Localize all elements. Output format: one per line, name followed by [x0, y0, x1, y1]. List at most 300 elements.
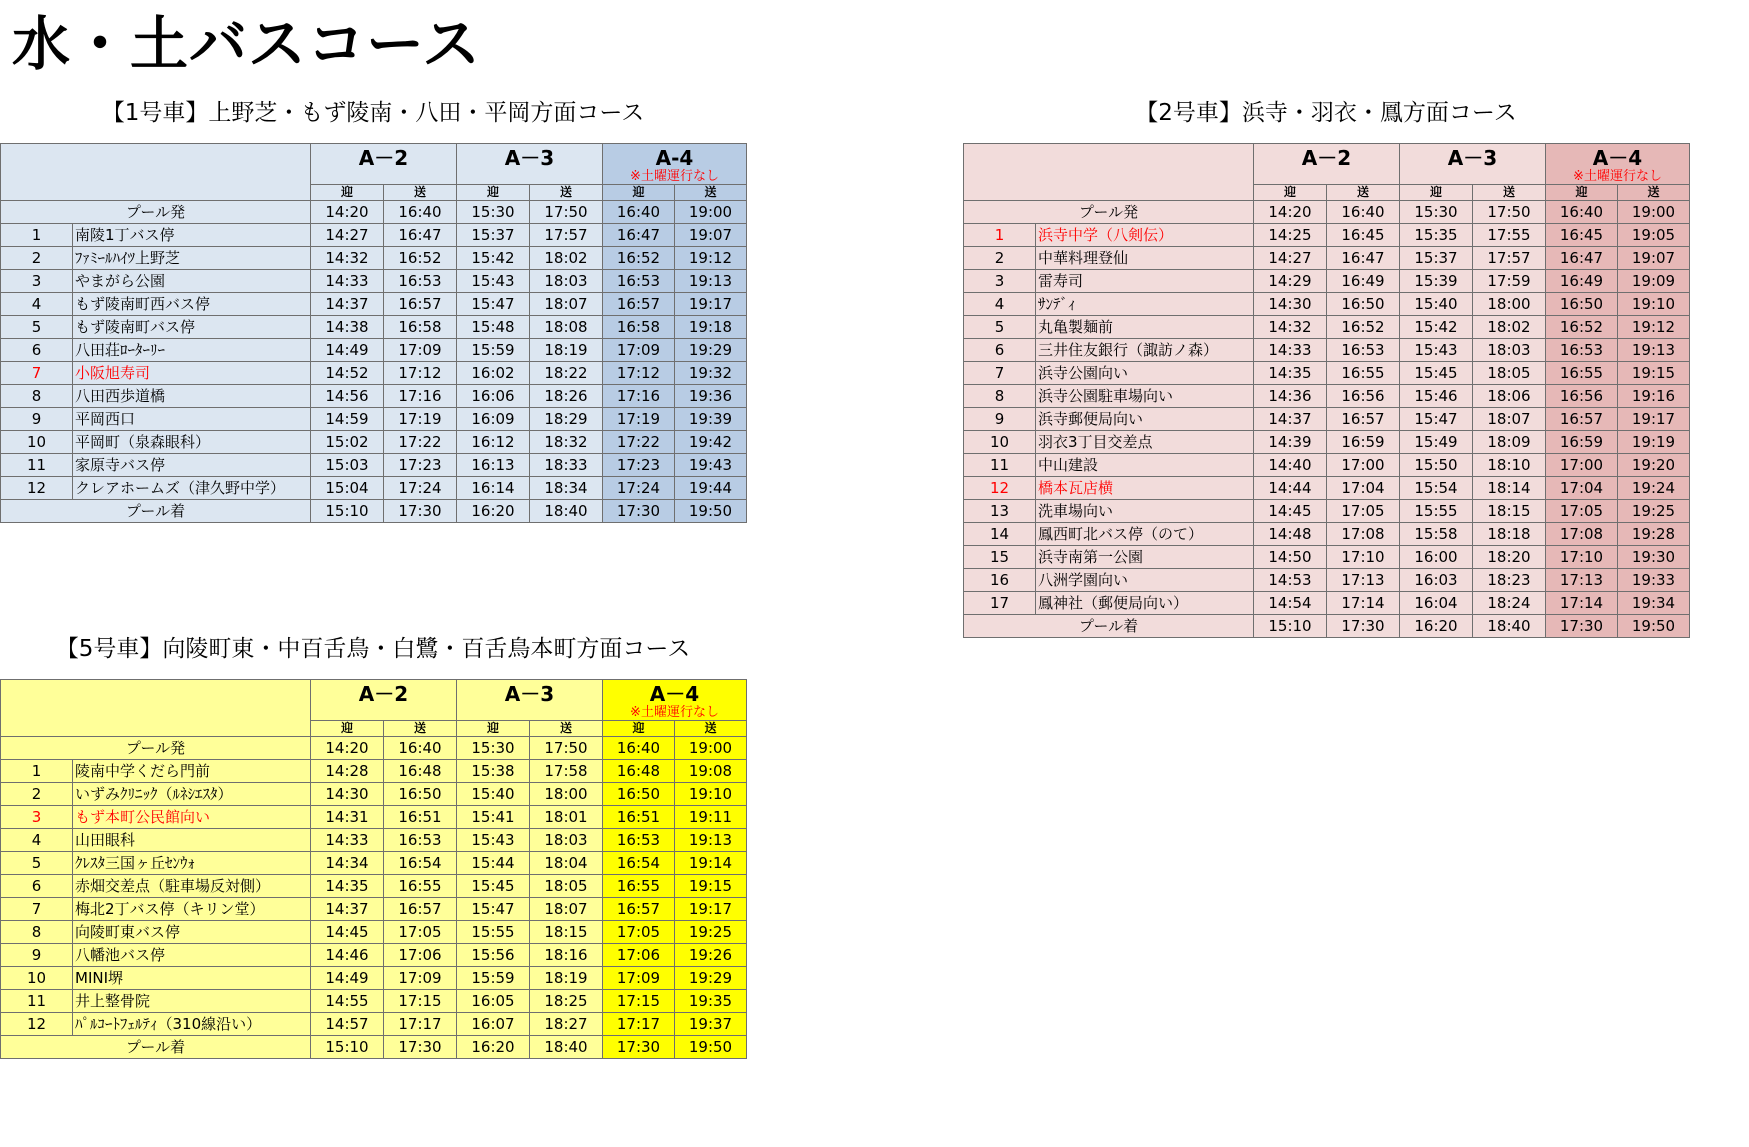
a3-dropoff-time: 18:19 — [530, 339, 603, 362]
stop-row — [964, 270, 1690, 293]
stop-number: 8 — [1, 921, 73, 944]
a3-dropoff-time: 18:02 — [530, 247, 603, 270]
a4-dropoff-time: 19:33 — [1618, 569, 1690, 592]
stop-name: 洗車場向い — [1036, 500, 1254, 523]
a4-dropoff-time: 19:13 — [675, 270, 747, 293]
a2-pickup-time: 14:37 — [311, 898, 384, 921]
stop-number: 10 — [964, 431, 1036, 454]
a4-pickup-time: 17:24 — [603, 477, 675, 500]
stop-name: 平岡町（泉森眼科） — [73, 431, 311, 454]
header-blank — [1, 680, 311, 737]
a2-pickup-time: 14:35 — [311, 875, 384, 898]
a3-pickup-time: 16:04 — [1400, 592, 1473, 615]
header-a3: A－3 — [1400, 144, 1546, 185]
pool-departure-row — [1, 737, 747, 760]
a2-pickup-time: 14:44 — [1254, 477, 1327, 500]
a2-pickup-time: 14:32 — [311, 247, 384, 270]
a4-dropoff-time: 19:19 — [1618, 431, 1690, 454]
stop-row — [964, 431, 1690, 454]
subheader-pickup: 迎 — [1546, 185, 1618, 201]
stop-number: 1 — [964, 224, 1036, 247]
a4-dropoff-time: 19:09 — [1618, 270, 1690, 293]
timetable-bus2 — [963, 143, 1690, 638]
a2-dropoff-time: 17:15 — [384, 990, 457, 1013]
a4-pickup-time: 16:55 — [603, 875, 675, 898]
a4-dropoff-time: 19:05 — [1618, 224, 1690, 247]
a2-pickup-time: 14:36 — [1254, 385, 1327, 408]
stop-row — [1, 921, 747, 944]
pool-arrival-row — [964, 615, 1690, 638]
a2-dropoff-time: 16:54 — [384, 852, 457, 875]
stop-number: 9 — [1, 408, 73, 431]
a2-dropoff-time: 17:24 — [384, 477, 457, 500]
stop-name: 中華料理登仙 — [1036, 247, 1254, 270]
subheader-pickup: 迎 — [311, 185, 384, 201]
a4-dropoff-time: 19:07 — [675, 224, 747, 247]
a3-pickup-time: 15:38 — [457, 760, 530, 783]
header-a4: A－4 ※土曜運行なし — [603, 680, 747, 721]
subheader-pickup: 迎 — [457, 721, 530, 737]
a2-dropoff-time: 16:40 — [384, 737, 457, 760]
stop-name: もず陵南町バス停 — [73, 316, 311, 339]
stop-name: やまがら公園 — [73, 270, 311, 293]
a2-dropoff-time: 17:13 — [1327, 569, 1400, 592]
header-a4: A－4 ※土曜運行なし — [1546, 144, 1690, 185]
a3-pickup-time: 15:30 — [457, 201, 530, 224]
stop-number: 3 — [1, 806, 73, 829]
stop-name: 八洲学園向い — [1036, 569, 1254, 592]
a3-pickup-time: 15:45 — [1400, 362, 1473, 385]
a4-dropoff-time: 19:28 — [1618, 523, 1690, 546]
a4-pickup-time: 16:45 — [1546, 224, 1618, 247]
a4-dropoff-time: 19:42 — [675, 431, 747, 454]
a3-dropoff-time: 18:08 — [530, 316, 603, 339]
stop-name: 小阪旭寿司 — [73, 362, 311, 385]
a3-dropoff-time: 18:02 — [1473, 316, 1546, 339]
a2-dropoff-time: 16:59 — [1327, 431, 1400, 454]
course-bus5 — [0, 632, 746, 1116]
a3-dropoff-time: 18:07 — [530, 293, 603, 316]
stop-row — [1, 1013, 747, 1036]
a2-pickup-time: 15:10 — [1254, 615, 1327, 638]
stop-name: 橋本瓦店横 — [1036, 477, 1254, 500]
a4-pickup-time: 17:05 — [603, 921, 675, 944]
a4-dropoff-time: 19:00 — [675, 201, 747, 224]
stop-row — [964, 224, 1690, 247]
a4-pickup-time: 16:57 — [603, 293, 675, 316]
a3-pickup-time: 15:56 — [457, 944, 530, 967]
a3-dropoff-time: 18:07 — [530, 898, 603, 921]
a2-pickup-time: 14:33 — [311, 829, 384, 852]
page-title: 水・土バスコース — [12, 10, 482, 78]
stop-row — [1, 316, 747, 339]
stop-row — [964, 546, 1690, 569]
stop-row — [1, 967, 747, 990]
stop-name: 井上整骨院 — [73, 990, 311, 1013]
a2-dropoff-time: 16:47 — [1327, 247, 1400, 270]
header-a2: A－2 — [311, 680, 457, 721]
a4-pickup-time: 17:30 — [603, 500, 675, 523]
a2-dropoff-time: 16:51 — [384, 806, 457, 829]
a3-pickup-time: 16:00 — [1400, 546, 1473, 569]
subheader-dropoff: 送 — [1327, 185, 1400, 201]
a4-dropoff-time: 19:13 — [675, 829, 747, 852]
a3-pickup-time: 15:43 — [457, 829, 530, 852]
a2-dropoff-time: 17:17 — [384, 1013, 457, 1036]
a3-dropoff-time: 18:15 — [1473, 500, 1546, 523]
stop-number: 16 — [964, 569, 1036, 592]
stop-name: 家原寺バス停 — [73, 454, 311, 477]
a3-pickup-time: 15:49 — [1400, 431, 1473, 454]
pool-departure-row — [964, 201, 1690, 224]
a3-pickup-time: 15:39 — [1400, 270, 1473, 293]
a3-dropoff-time: 18:14 — [1473, 477, 1546, 500]
a2-dropoff-time: 16:55 — [384, 875, 457, 898]
a3-dropoff-time: 18:29 — [530, 408, 603, 431]
a3-dropoff-time: 18:18 — [1473, 523, 1546, 546]
stop-name: 南陵1丁バス停 — [73, 224, 311, 247]
stop-row — [1, 875, 747, 898]
stop-number: 9 — [1, 944, 73, 967]
a2-dropoff-time: 17:30 — [384, 1036, 457, 1059]
stop-name: いずみｸﾘﾆｯｸ（ﾙﾈｼｴｽﾀ） — [73, 783, 311, 806]
stop-name: 浜寺郵便局向い — [1036, 408, 1254, 431]
saturday-note: ※土曜運行なし — [630, 169, 719, 184]
a2-pickup-time: 14:40 — [1254, 454, 1327, 477]
a2-pickup-time: 15:03 — [311, 454, 384, 477]
a4-dropoff-time: 19:18 — [675, 316, 747, 339]
a4-dropoff-time: 19:12 — [1618, 316, 1690, 339]
a4-dropoff-time: 19:20 — [1618, 454, 1690, 477]
a3-dropoff-time: 18:20 — [1473, 546, 1546, 569]
subheader-dropoff: 送 — [675, 185, 747, 201]
stop-number: 7 — [964, 362, 1036, 385]
stop-row — [1, 829, 747, 852]
a2-dropoff-time: 17:22 — [384, 431, 457, 454]
timetable-bus5 — [0, 679, 747, 1059]
a2-dropoff-time: 17:09 — [384, 339, 457, 362]
stop-row — [1, 990, 747, 1013]
subheader-pickup: 迎 — [311, 721, 384, 737]
a4-pickup-time: 16:49 — [1546, 270, 1618, 293]
stop-row — [964, 316, 1690, 339]
a4-pickup-time: 16:52 — [603, 247, 675, 270]
a4-dropoff-time: 19:15 — [675, 875, 747, 898]
stop-number: 11 — [1, 990, 73, 1013]
a3-pickup-time: 15:40 — [457, 783, 530, 806]
saturday-note: ※土曜運行なし — [1573, 169, 1662, 184]
a2-pickup-time: 14:25 — [1254, 224, 1327, 247]
a4-dropoff-time: 19:24 — [1618, 477, 1690, 500]
a2-pickup-time: 14:29 — [1254, 270, 1327, 293]
a4-pickup-time: 17:00 — [1546, 454, 1618, 477]
stop-row — [964, 569, 1690, 592]
stop-row — [1, 852, 747, 875]
a3-dropoff-time: 17:50 — [530, 201, 603, 224]
a2-pickup-time: 14:50 — [1254, 546, 1327, 569]
a4-pickup-time: 17:30 — [1546, 615, 1618, 638]
a4-pickup-time: 16:53 — [603, 829, 675, 852]
a3-dropoff-time: 18:05 — [530, 875, 603, 898]
a2-dropoff-time: 17:09 — [384, 967, 457, 990]
a3-dropoff-time: 18:24 — [1473, 592, 1546, 615]
a3-dropoff-time: 17:50 — [1473, 201, 1546, 224]
a4-dropoff-time: 19:50 — [675, 500, 747, 523]
a2-pickup-time: 14:33 — [1254, 339, 1327, 362]
a2-dropoff-time: 16:57 — [384, 293, 457, 316]
a4-pickup-time: 17:13 — [1546, 569, 1618, 592]
subheader-dropoff: 送 — [1618, 185, 1690, 201]
a4-dropoff-time: 19:15 — [1618, 362, 1690, 385]
a4-dropoff-time: 19:35 — [675, 990, 747, 1013]
a3-dropoff-time: 18:00 — [530, 783, 603, 806]
a4-dropoff-time: 19:37 — [675, 1013, 747, 1036]
a2-dropoff-time: 17:30 — [1327, 615, 1400, 638]
a4-dropoff-time: 19:00 — [675, 737, 747, 760]
a4-dropoff-time: 19:16 — [1618, 385, 1690, 408]
a2-dropoff-time: 17:04 — [1327, 477, 1400, 500]
stop-row — [1, 944, 747, 967]
subheader-pickup: 迎 — [457, 185, 530, 201]
a4-pickup-time: 17:12 — [603, 362, 675, 385]
a2-dropoff-time: 16:40 — [1327, 201, 1400, 224]
a4-dropoff-time: 19:10 — [1618, 293, 1690, 316]
a4-dropoff-time: 19:14 — [675, 852, 747, 875]
stop-number: 14 — [964, 523, 1036, 546]
subheader-dropoff: 送 — [530, 721, 603, 737]
stop-name: 平岡西口 — [73, 408, 311, 431]
stop-number: 3 — [964, 270, 1036, 293]
stop-number: 4 — [1, 293, 73, 316]
a3-pickup-time: 15:43 — [1400, 339, 1473, 362]
a4-dropoff-time: 19:36 — [675, 385, 747, 408]
stop-name: 浜寺南第一公園 — [1036, 546, 1254, 569]
a2-pickup-time: 14:30 — [311, 783, 384, 806]
stop-number: 3 — [1, 270, 73, 293]
stop-number: 6 — [1, 875, 73, 898]
subheader-dropoff: 送 — [384, 185, 457, 201]
a3-dropoff-time: 18:15 — [530, 921, 603, 944]
stop-row — [1, 898, 747, 921]
a3-dropoff-time: 18:04 — [530, 852, 603, 875]
course-title: 【1号車】上野芝・もず陵南・八田・平岡方面コース — [101, 100, 645, 126]
a2-dropoff-time: 16:53 — [1327, 339, 1400, 362]
a2-dropoff-time: 17:10 — [1327, 546, 1400, 569]
a3-pickup-time: 15:42 — [1400, 316, 1473, 339]
a4-pickup-time: 17:16 — [603, 385, 675, 408]
stop-name: 浜寺公園駐車場向い — [1036, 385, 1254, 408]
a4-pickup-time: 17:22 — [603, 431, 675, 454]
a4-pickup-time: 17:10 — [1546, 546, 1618, 569]
a2-pickup-time: 15:10 — [311, 500, 384, 523]
stop-row — [1, 454, 747, 477]
header-a2: A－2 — [311, 144, 457, 185]
a2-dropoff-time: 17:05 — [1327, 500, 1400, 523]
a3-dropoff-time: 18:19 — [530, 967, 603, 990]
a2-dropoff-time: 17:23 — [384, 454, 457, 477]
a3-dropoff-time: 18:23 — [1473, 569, 1546, 592]
stop-row — [964, 293, 1690, 316]
stop-name: 赤畑交差点（駐車場反対側） — [73, 875, 311, 898]
a2-pickup-time: 15:10 — [311, 1036, 384, 1059]
a4-pickup-time: 16:47 — [603, 224, 675, 247]
a3-pickup-time: 16:20 — [457, 500, 530, 523]
a2-dropoff-time: 16:55 — [1327, 362, 1400, 385]
a4-pickup-time: 16:53 — [1546, 339, 1618, 362]
subheader-dropoff: 送 — [1473, 185, 1546, 201]
stop-row — [964, 385, 1690, 408]
a3-pickup-time: 15:59 — [457, 339, 530, 362]
stop-number: 12 — [964, 477, 1036, 500]
a4-dropoff-time: 19:25 — [675, 921, 747, 944]
a3-dropoff-time: 18:05 — [1473, 362, 1546, 385]
stop-row — [1, 408, 747, 431]
a4-dropoff-time: 19:17 — [675, 293, 747, 316]
a4-dropoff-time: 19:17 — [675, 898, 747, 921]
a4-pickup-time: 16:40 — [603, 737, 675, 760]
course-bus2 — [963, 96, 1689, 708]
a3-pickup-time: 16:05 — [457, 990, 530, 1013]
stop-row — [964, 454, 1690, 477]
stop-number: 5 — [964, 316, 1036, 339]
a4-pickup-time: 17:05 — [1546, 500, 1618, 523]
a4-pickup-time: 16:40 — [603, 201, 675, 224]
stop-row — [964, 247, 1690, 270]
pool-arrival-row — [1, 1036, 747, 1059]
a2-pickup-time: 14:37 — [1254, 408, 1327, 431]
a2-pickup-time: 14:52 — [311, 362, 384, 385]
stop-name: 鳳神社（郵便局向い） — [1036, 592, 1254, 615]
a3-dropoff-time: 18:06 — [1473, 385, 1546, 408]
a2-dropoff-time: 17:12 — [384, 362, 457, 385]
a2-dropoff-time: 17:30 — [384, 500, 457, 523]
a2-pickup-time: 14:46 — [311, 944, 384, 967]
a3-dropoff-time: 18:03 — [1473, 339, 1546, 362]
a2-dropoff-time: 17:05 — [384, 921, 457, 944]
a3-dropoff-time: 18:10 — [1473, 454, 1546, 477]
a3-dropoff-time: 18:34 — [530, 477, 603, 500]
a4-dropoff-time: 19:29 — [675, 967, 747, 990]
a2-pickup-time: 15:02 — [311, 431, 384, 454]
a4-pickup-time: 17:23 — [603, 454, 675, 477]
a3-pickup-time: 15:45 — [457, 875, 530, 898]
stop-number: 11 — [964, 454, 1036, 477]
stop-number: 8 — [1, 385, 73, 408]
stop-row — [964, 592, 1690, 615]
a3-pickup-time: 15:47 — [457, 293, 530, 316]
a4-dropoff-time: 19:12 — [675, 247, 747, 270]
stop-row — [964, 523, 1690, 546]
stop-row — [1, 224, 747, 247]
stop-name: 中山建設 — [1036, 454, 1254, 477]
a3-pickup-time: 15:37 — [1400, 247, 1473, 270]
stop-row — [964, 500, 1690, 523]
header-a4: A-4 ※土曜運行なし — [603, 144, 747, 185]
a4-pickup-time: 16:58 — [603, 316, 675, 339]
stop-row — [964, 362, 1690, 385]
a3-pickup-time: 15:50 — [1400, 454, 1473, 477]
a4-dropoff-time: 19:07 — [1618, 247, 1690, 270]
a3-pickup-time: 15:30 — [457, 737, 530, 760]
a3-pickup-time: 15:55 — [457, 921, 530, 944]
a4-pickup-time: 17:30 — [603, 1036, 675, 1059]
subheader-dropoff: 送 — [675, 721, 747, 737]
pool-arrival-row — [1, 500, 747, 523]
stop-number: 4 — [964, 293, 1036, 316]
subheader-pickup: 迎 — [603, 185, 675, 201]
a2-dropoff-time: 17:14 — [1327, 592, 1400, 615]
subheader-pickup: 迎 — [1254, 185, 1327, 201]
stop-number: 7 — [1, 898, 73, 921]
a2-dropoff-time: 16:50 — [1327, 293, 1400, 316]
a3-dropoff-time: 18:26 — [530, 385, 603, 408]
a3-pickup-time: 16:20 — [457, 1036, 530, 1059]
a4-pickup-time: 16:53 — [603, 270, 675, 293]
a2-dropoff-time: 16:57 — [384, 898, 457, 921]
a2-dropoff-time: 16:53 — [384, 270, 457, 293]
a4-pickup-time: 16:48 — [603, 760, 675, 783]
a3-pickup-time: 15:55 — [1400, 500, 1473, 523]
stop-row — [964, 408, 1690, 431]
stop-row — [1, 783, 747, 806]
a2-pickup-time: 14:45 — [311, 921, 384, 944]
a3-dropoff-time: 17:55 — [1473, 224, 1546, 247]
a3-pickup-time: 15:42 — [457, 247, 530, 270]
a4-pickup-time: 17:19 — [603, 408, 675, 431]
stop-name: 丸亀製麺前 — [1036, 316, 1254, 339]
stop-number: 12 — [1, 1013, 73, 1036]
stop-name: 雷寿司 — [1036, 270, 1254, 293]
a2-dropoff-time: 17:19 — [384, 408, 457, 431]
a3-pickup-time: 16:02 — [457, 362, 530, 385]
a4-pickup-time: 17:14 — [1546, 592, 1618, 615]
a2-dropoff-time: 16:45 — [1327, 224, 1400, 247]
a3-dropoff-time: 18:40 — [1473, 615, 1546, 638]
a2-dropoff-time: 16:50 — [384, 783, 457, 806]
a4-pickup-time: 17:17 — [603, 1013, 675, 1036]
a3-pickup-time: 15:46 — [1400, 385, 1473, 408]
a3-dropoff-time: 18:07 — [1473, 408, 1546, 431]
a4-pickup-time: 16:57 — [603, 898, 675, 921]
a2-dropoff-time: 17:08 — [1327, 523, 1400, 546]
a4-dropoff-time: 19:50 — [1618, 615, 1690, 638]
a4-dropoff-time: 19:44 — [675, 477, 747, 500]
a2-pickup-time: 14:28 — [311, 760, 384, 783]
header-a3: A－3 — [457, 144, 603, 185]
a4-dropoff-time: 19:39 — [675, 408, 747, 431]
a4-pickup-time: 17:15 — [603, 990, 675, 1013]
stop-row — [1, 477, 747, 500]
a3-dropoff-time: 18:22 — [530, 362, 603, 385]
a2-dropoff-time: 16:56 — [1327, 385, 1400, 408]
a3-dropoff-time: 18:40 — [530, 500, 603, 523]
stop-row — [1, 362, 747, 385]
a3-dropoff-time: 18:40 — [530, 1036, 603, 1059]
a3-pickup-time: 15:41 — [457, 806, 530, 829]
a2-dropoff-time: 17:00 — [1327, 454, 1400, 477]
subheader-dropoff: 送 — [530, 185, 603, 201]
a4-pickup-time: 17:06 — [603, 944, 675, 967]
a3-dropoff-time: 17:59 — [1473, 270, 1546, 293]
a2-pickup-time: 14:20 — [311, 201, 384, 224]
a2-dropoff-time: 17:06 — [384, 944, 457, 967]
stop-name: 浜寺中学（八剣伝） — [1036, 224, 1254, 247]
stop-name: 八田荘ﾛｰﾀｰﾘｰ — [73, 339, 311, 362]
a4-dropoff-time: 19:00 — [1618, 201, 1690, 224]
stop-name: 鳳西町北バス停（のて） — [1036, 523, 1254, 546]
a3-dropoff-time: 18:03 — [530, 270, 603, 293]
a4-pickup-time: 16:52 — [1546, 316, 1618, 339]
